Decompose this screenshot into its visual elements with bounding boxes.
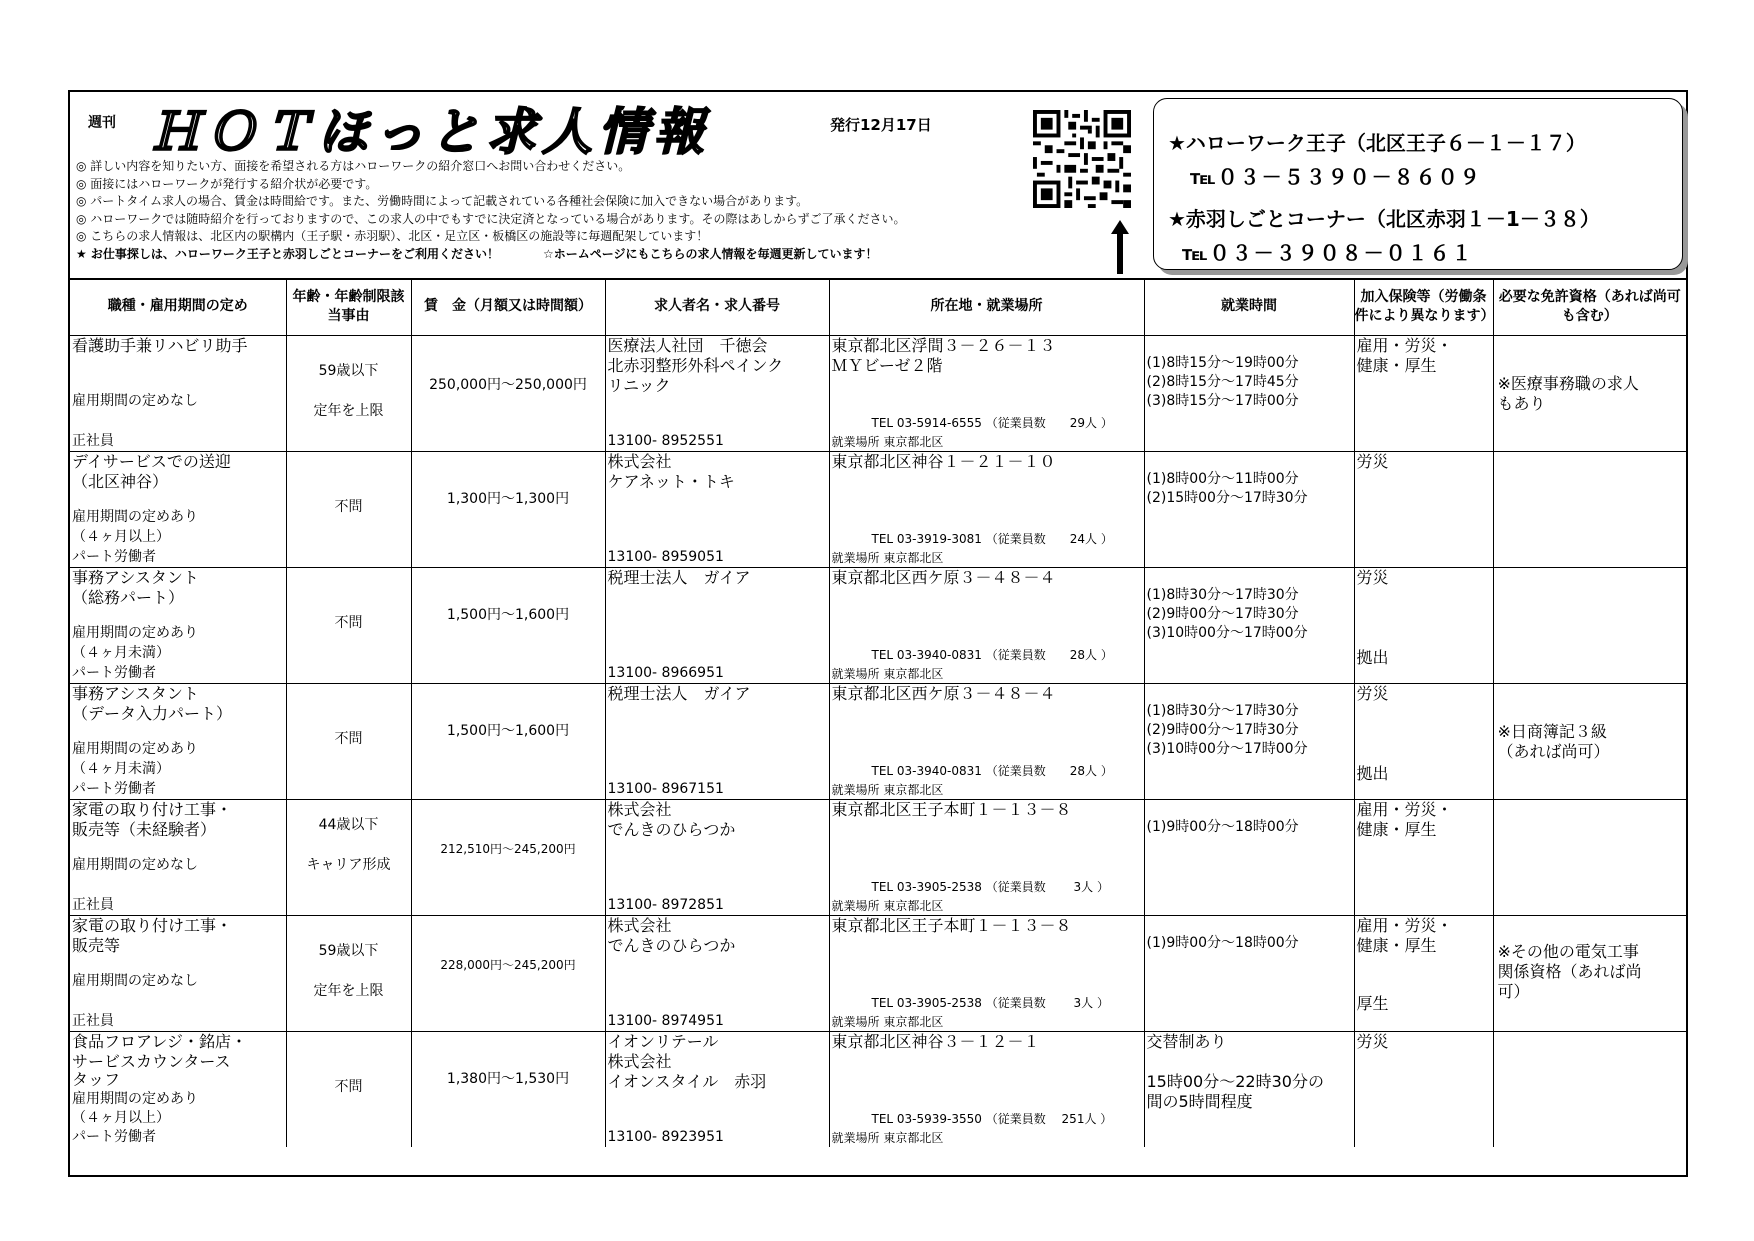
job-table xyxy=(70,278,1686,1147)
hours: 15時00分～22時30分の xyxy=(1146,1072,1324,1091)
col-header-wage: 賃 金（月額又は時間額） xyxy=(411,278,605,336)
employer-name: 株式会社 xyxy=(607,452,672,471)
qr-code-icon[interactable] xyxy=(1033,110,1131,208)
insurance: 拠出 xyxy=(1356,648,1389,667)
note: ◎ パートタイム求人の場合、賃金は時間給です。また、労働時間によって記載されている各種社会保険に加入できない場合があります。 xyxy=(76,194,809,208)
hours: (1)8時00分～11時00分 xyxy=(1146,471,1299,487)
workplace: 就業場所 東京都北区 xyxy=(831,899,944,913)
job-title: 家電の取り付け工事・ xyxy=(72,916,233,935)
table-row[interactable] xyxy=(70,684,1686,800)
insurance: 雇用・労災・ xyxy=(1356,336,1453,355)
job-number: 13100- 8959051 xyxy=(607,549,724,565)
job-title: サービスカウンタース xyxy=(72,1052,231,1071)
office-oji: ★ハローワーク王子（北区王子６－１－１７） xyxy=(1168,131,1586,155)
employment-term: （４ヶ月以上） xyxy=(72,529,170,545)
hours: (2)8時15分～17時45分 xyxy=(1146,374,1299,390)
note: ◎ ハローワークでは随時紹介を行っておりますので、この求人の中でもすでに決定済となっている場合があります。その際はあしからずご了承ください。 xyxy=(76,211,906,226)
employment-term: 雇用期間の定めあり xyxy=(72,741,198,757)
employment-type: 正社員 xyxy=(72,433,114,449)
table-row[interactable] xyxy=(70,452,1686,568)
employer-name: でんきのひらつか xyxy=(607,820,736,839)
workplace: 就業場所 東京都北区 xyxy=(831,667,944,681)
note-bold xyxy=(76,246,905,264)
age-limit: 不問 xyxy=(334,499,363,515)
address: 東京都北区西ケ原３－４８－４ xyxy=(831,568,1056,587)
employment-term: 雇用期間の定めなし xyxy=(72,973,198,989)
phone-staff: TEL 03-3919-3081 （従業員数 24人 ） xyxy=(871,532,1113,546)
workplace: 就業場所 東京都北区 xyxy=(831,1131,944,1145)
job-title: 販売等（未経験者） xyxy=(72,820,217,839)
wage: 228,000円～245,200円 xyxy=(440,958,576,972)
address: 東京都北区王子本町１－１３－８ xyxy=(831,916,1072,935)
employment-type: パート労働者 xyxy=(72,665,156,681)
address: 東京都北区西ケ原３－４８－４ xyxy=(831,684,1056,703)
job-number: 13100- 8967151 xyxy=(607,781,724,797)
license: ※その他の電気工事 xyxy=(1497,942,1639,961)
insurance: 労災 xyxy=(1356,452,1389,471)
hours: (2)9時00分～17時30分 xyxy=(1146,722,1299,738)
employer-name: 医療法人社団 千徳会 xyxy=(607,336,768,355)
issue-date: 発行12月17日 xyxy=(830,116,932,134)
weekly-label: 週刊 xyxy=(88,115,116,131)
note: ◎ こちらの求人情報は、北区内の駅構内（王子駅・赤羽駅）、北区・足立区・板橋区の施設等に毎週配架しています！ xyxy=(76,229,709,243)
insurance: 健康・厚生 xyxy=(1356,936,1437,955)
employer-name: 株式会社 xyxy=(607,916,672,935)
employer-name: イオンスタイル 赤羽 xyxy=(607,1072,767,1091)
employment-term: （４ヶ月未満） xyxy=(72,761,170,777)
hours: (2)15時00分～17時30分 xyxy=(1146,490,1308,506)
col-header-job: 職種・雇用期間の定め xyxy=(70,278,286,336)
hours: (3)10時00分～17時00分 xyxy=(1146,741,1308,757)
address: 東京都北区神谷１－２１－１０ xyxy=(831,452,1056,471)
employer-name: でんきのひらつか xyxy=(607,936,736,955)
note-bold-right: ☆ホームページにもこちらの求人情報を毎週更新しています！ xyxy=(542,246,878,261)
office-akabane-phone[interactable]: ℡０３－３９０８－０１６１ xyxy=(1182,241,1474,265)
table-header-row xyxy=(70,278,1686,336)
note: ◎ 面接にはハローワークが発行する紹介状が必要です。 xyxy=(76,176,378,191)
table-row[interactable] xyxy=(70,800,1686,916)
age-limit: 59歳以下 xyxy=(318,943,379,959)
address: 東京都北区王子本町１－１３－８ xyxy=(831,800,1072,819)
wage: 212,510円～245,200円 xyxy=(440,842,576,856)
workplace: 就業場所 東京都北区 xyxy=(831,551,944,565)
employer-name: 北赤羽整形外科ペインク xyxy=(607,356,784,375)
workplace: 就業場所 東京都北区 xyxy=(831,1015,944,1029)
job-title: タッフ xyxy=(72,1070,121,1089)
notes xyxy=(76,158,905,263)
insurance: 健康・厚生 xyxy=(1356,356,1437,375)
workplace: 就業場所 東京都北区 xyxy=(831,783,944,797)
phone-staff: TEL 03-3905-2538 （従業員数 3人 ） xyxy=(871,996,1109,1010)
table-row[interactable] xyxy=(70,916,1686,1032)
employer-name: ケアネット・トキ xyxy=(607,472,735,491)
employment-term: 雇用期間の定めあり xyxy=(72,625,198,641)
office-oji-phone[interactable]: ℡０３－５３９０－８６０９ xyxy=(1190,165,1482,189)
job-number: 13100- 8952551 xyxy=(607,433,724,449)
job-title: 販売等 xyxy=(72,936,121,955)
employment-term: 雇用期間の定めあり xyxy=(72,509,198,525)
employment-term: （４ヶ月未満） xyxy=(72,645,170,661)
col-header-insurance: 加入保険等（労働条件により異なります） xyxy=(1354,278,1493,336)
insurance: 労災 xyxy=(1356,684,1389,703)
employment-type: 正社員 xyxy=(72,897,114,913)
employer-name: 税理士法人 ガイア xyxy=(607,568,751,587)
license: もあり xyxy=(1497,394,1546,413)
age-reason: 定年を上限 xyxy=(313,403,384,419)
employer-name: 株式会社 xyxy=(607,1052,672,1071)
employment-type: パート労働者 xyxy=(72,549,156,565)
col-header-license: 必要な免許資格（あれば尚可も含む） xyxy=(1493,278,1686,336)
phone-staff: TEL 03-5914-6555 （従業員数 29人 ） xyxy=(871,416,1113,430)
wage: 1,500円～1,600円 xyxy=(446,723,570,739)
employment-type: パート労働者 xyxy=(72,781,156,797)
employer-name: リニック xyxy=(607,376,671,395)
col-header-employer: 求人者名・求人番号 xyxy=(605,278,829,336)
insurance: 雇用・労災・ xyxy=(1356,800,1453,819)
address: 東京都北区神谷３－１２－１ xyxy=(831,1032,1040,1051)
hours: (1)8時15分～19時00分 xyxy=(1146,355,1299,371)
employment-type: 正社員 xyxy=(72,1013,114,1029)
hours: (3)8時15分～17時00分 xyxy=(1146,393,1299,409)
age-limit: 59歳以下 xyxy=(318,363,379,379)
employer-name: 株式会社 xyxy=(607,800,672,819)
phone-staff: TEL 03-5939-3550 （従業員数 251人 ） xyxy=(871,1112,1113,1126)
phone-staff: TEL 03-3905-2538 （従業員数 3人 ） xyxy=(871,880,1109,894)
job-title: 食品フロアレジ・銘店・ xyxy=(72,1032,247,1051)
employment-term: 雇用期間の定めなし xyxy=(72,857,198,873)
job-title: 事務アシスタント xyxy=(72,568,199,587)
employment-term: （４ヶ月以上） xyxy=(72,1110,170,1126)
age-reason: キャリア形成 xyxy=(306,857,391,873)
age-reason: 定年を上限 xyxy=(313,983,384,999)
hours: (1)8時30分～17時30分 xyxy=(1146,703,1299,719)
phone-staff: TEL 03-3940-0831 （従業員数 28人 ） xyxy=(871,764,1113,778)
hours: (1)8時30分～17時30分 xyxy=(1146,587,1299,603)
insurance: 労災 xyxy=(1356,568,1389,587)
license: ※医療事務職の求人 xyxy=(1497,374,1639,393)
job-title: デイサービスでの送迎 xyxy=(72,452,231,471)
hours: (2)9時00分～17時30分 xyxy=(1146,606,1299,622)
employer-name: 税理士法人 ガイア xyxy=(607,684,751,703)
contact-box xyxy=(1153,98,1683,270)
age-limit: 44歳以下 xyxy=(318,817,379,833)
table-row[interactable] xyxy=(70,568,1686,684)
age-limit: 不問 xyxy=(334,615,363,631)
employment-term: 雇用期間の定めあり xyxy=(72,1091,198,1107)
license: 可） xyxy=(1497,982,1530,1001)
wage: 1,300円～1,300円 xyxy=(446,491,570,507)
wage: 1,500円～1,600円 xyxy=(446,607,570,623)
license: 関係資格（あれば尚 xyxy=(1497,962,1642,981)
hours: (1)9時00分～18時00分 xyxy=(1146,819,1299,835)
wage: 1,380円～1,530円 xyxy=(446,1071,570,1087)
age-limit: 不問 xyxy=(334,1079,363,1095)
address: ＭＹビーゼ２階 xyxy=(831,356,943,375)
license: ※日商簿記３級 xyxy=(1497,722,1607,741)
job-title: （総務パート） xyxy=(72,588,185,607)
note: ◎ 詳しい内容を知りたい方、面接を希望される方はハローワークの紹介窓口へお問い合わせください。 xyxy=(76,159,631,173)
insurance: 雇用・労災・ xyxy=(1356,916,1453,935)
job-number: 13100- 8966951 xyxy=(607,665,724,681)
job-number: 13100- 8972851 xyxy=(607,897,724,913)
phone-staff: TEL 03-3940-0831 （従業員数 28人 ） xyxy=(871,648,1113,662)
hours: 間の5時間程度 xyxy=(1146,1092,1253,1111)
col-header-age: 年齢・年齢制限該当事由 xyxy=(286,278,411,336)
arrow-up-icon xyxy=(1110,220,1130,274)
job-title: 看護助手兼リハビリ助手 xyxy=(72,336,248,355)
job-number: 13100- 8923951 xyxy=(607,1129,724,1145)
job-sheet xyxy=(68,90,1688,1177)
employer-name: イオンリテール xyxy=(607,1032,719,1051)
note-bold-left: ★ お仕事探しは、ハローワーク王子と赤羽しごとコーナーをご利用ください！ xyxy=(76,246,499,261)
table-row[interactable] xyxy=(70,1032,1686,1148)
insurance: 拠出 xyxy=(1356,764,1389,783)
job-title: （北区神谷） xyxy=(72,472,169,491)
hours: (1)9時00分～18時00分 xyxy=(1146,935,1299,951)
job-title: 事務アシスタント xyxy=(72,684,199,703)
insurance: 健康・厚生 xyxy=(1356,820,1437,839)
insurance: 労災 xyxy=(1356,1032,1389,1051)
hours: 交替制あり xyxy=(1146,1032,1227,1051)
workplace: 就業場所 東京都北区 xyxy=(831,435,944,449)
col-header-address: 所在地・就業場所 xyxy=(829,278,1144,336)
job-title: （データ入力パート） xyxy=(72,704,233,723)
insurance: 厚生 xyxy=(1356,994,1389,1013)
table-row[interactable] xyxy=(70,336,1686,452)
office-akabane: ★赤羽しごとコーナー（北区赤羽１－1－３８） xyxy=(1168,207,1600,231)
wage: 250,000円～250,000円 xyxy=(429,377,587,393)
license: （あれば尚可） xyxy=(1497,742,1610,761)
masthead-title: ＨＯＴほっと求人情報 xyxy=(150,103,710,161)
employment-type: パート労働者 xyxy=(72,1129,156,1145)
hours: (3)10時00分～17時00分 xyxy=(1146,625,1308,641)
job-title: 家電の取り付け工事・ xyxy=(72,800,233,819)
job-number: 13100- 8974951 xyxy=(607,1013,724,1029)
address: 東京都北区浮間３－２６－１３ xyxy=(831,336,1056,355)
col-header-hours: 就業時間 xyxy=(1144,278,1354,336)
header xyxy=(70,92,1686,280)
employment-term: 雇用期間の定めなし xyxy=(72,393,198,409)
age-limit: 不問 xyxy=(334,731,363,747)
